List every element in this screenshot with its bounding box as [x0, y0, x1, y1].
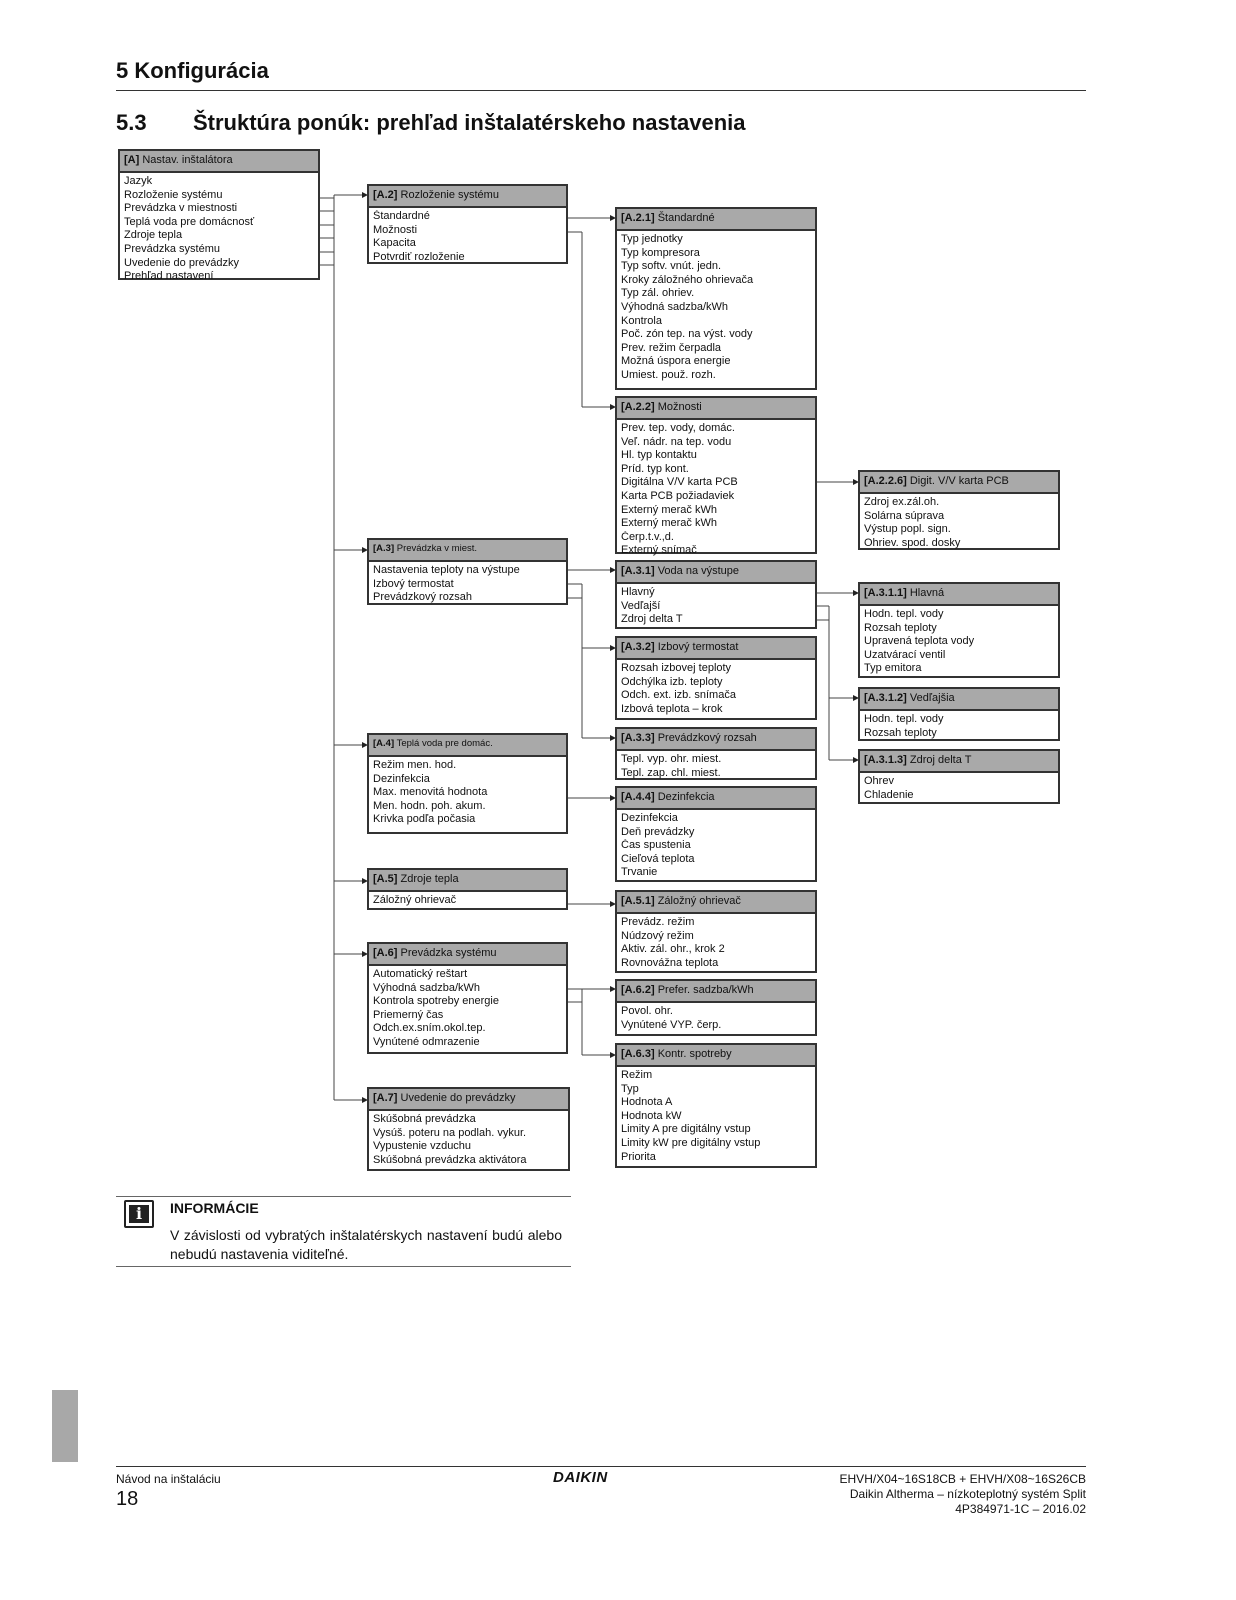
menu-header: [A.4] Teplá voda pre domác.	[369, 735, 566, 757]
menu-item: Povol. ohr.	[621, 1005, 673, 1017]
menu-box-a226	[858, 470, 1060, 550]
menu-item: Vedľajší	[621, 599, 661, 612]
menu-item: Solárna súprava	[864, 509, 945, 522]
menu-box-a44	[615, 786, 817, 882]
menu-header: [A.2.2] Možnosti	[617, 398, 815, 420]
menu-box-a21	[615, 207, 817, 390]
menu-box-a312	[858, 687, 1060, 741]
menu-item-list	[617, 1003, 815, 1034]
menu-item-list	[617, 1067, 815, 1166]
menu-item: Rozsah teploty	[864, 621, 937, 634]
menu-item: Limity A pre digitálny vstup	[621, 1123, 751, 1136]
menu-box-a7	[367, 1087, 570, 1171]
menu-item: Prevádzka systému	[124, 242, 220, 255]
menu-item: Prevádzka v miestnosti	[124, 202, 238, 215]
menu-item: Hlavný	[621, 586, 655, 598]
page-number: 18	[116, 1488, 139, 1510]
menu-item: Hodnota A	[621, 1096, 673, 1109]
info-title: INFORMÁCIE	[170, 1200, 259, 1216]
menu-item: Skúšobná prevádzka	[373, 1113, 476, 1125]
menu-item-list	[617, 810, 815, 882]
menu-item: Typ zál. ohriev.	[621, 287, 695, 300]
info-icon: i	[124, 1200, 154, 1228]
menu-item: Uzatvárací ventil	[864, 648, 946, 661]
footer-model-line: EHVH/X04~16S18CB + EHVH/X08~16S26CB	[839, 1472, 1086, 1486]
menu-header: [A.2.1] Štandardné	[617, 209, 815, 231]
menu-item-list	[369, 208, 566, 266]
menu-box-a31	[615, 560, 817, 629]
info-rule-bottom	[116, 1266, 571, 1267]
menu-item: Automatický reštart	[373, 968, 468, 980]
menu-item-list	[860, 606, 1058, 678]
menu-item: Tepl. vyp. ohr. miest.	[621, 753, 722, 765]
menu-item: Ohriev. spod. dosky	[864, 536, 961, 549]
footer-product-line: Daikin Altherma – nízkoteplotný systém Split	[849, 1487, 1086, 1501]
menu-item: Ohrev	[864, 775, 894, 787]
menu-box-a51	[615, 890, 817, 973]
menu-item: Rozsah izbovej teploty	[621, 662, 732, 674]
menu-item: Výstup popl. sign.	[864, 523, 951, 536]
menu-item: Režim	[621, 1069, 653, 1081]
menu-header: [A.5] Zdroje tepla	[369, 870, 566, 892]
menu-item: Prehľad nastavení	[124, 270, 214, 283]
menu-item: Kontrola spotreby energie	[373, 995, 499, 1008]
menu-item: Záložný ohrievač	[373, 894, 457, 906]
menu-item: Hodnota kW	[621, 1109, 682, 1122]
menu-item-list	[120, 173, 318, 286]
menu-item: Čas spustenia	[621, 839, 691, 852]
menu-item-list	[369, 1111, 568, 1169]
menu-item-list	[617, 231, 815, 385]
menu-item: Priorita	[621, 1150, 656, 1163]
menu-item: Vysúš. poteru na podlah. vykur.	[373, 1126, 527, 1139]
menu-item: Izbová teplota – krok	[621, 702, 723, 715]
footer-doc-type: Návod na inštaláciu	[116, 1472, 221, 1486]
menu-item: Externý merač kWh	[621, 517, 717, 530]
menu-item: Cieľová teplota	[621, 852, 695, 865]
menu-header: [A.3.1.1] Hlavná	[860, 584, 1058, 606]
menu-item: Štandardné	[373, 210, 430, 222]
menu-item: Zdroj delta T	[621, 613, 683, 626]
menu-header: [A.6.2] Prefer. sadzba/kWh	[617, 981, 815, 1003]
menu-item-list	[617, 751, 815, 782]
menu-item: Prev. režim čerpadla	[621, 341, 722, 354]
menu-item: Výhodná sadzba/kWh	[621, 300, 729, 313]
menu-item: Typ kompresora	[621, 246, 700, 259]
info-rule-top	[116, 1196, 571, 1197]
menu-item: Potvrdiť rozloženie	[373, 250, 465, 263]
menu-header: [A.4.4] Dezinfekcia	[617, 788, 815, 810]
menu-item: Príd. typ kont.	[621, 462, 689, 475]
menu-item-list	[369, 966, 566, 1052]
menu-item-list	[617, 420, 815, 560]
menu-box-a313	[858, 749, 1060, 804]
menu-item: Izbový termostat	[373, 577, 454, 590]
menu-item-list	[369, 892, 566, 910]
menu-item: Typ jednotky	[621, 233, 683, 245]
menu-item-list	[369, 562, 566, 607]
menu-item-list	[369, 757, 566, 829]
menu-item: Dezinfekcia	[621, 812, 678, 824]
menu-box-a4	[367, 733, 568, 834]
menu-item: Kroky záložného ohrievača	[621, 273, 754, 286]
menu-header: [A.3.1.3] Zdroj delta T	[860, 751, 1058, 773]
menu-item-list	[617, 914, 815, 972]
menu-item: Odch.ex.sním.okol.tep.	[373, 1022, 486, 1035]
menu-item: Nastavenia teploty na výstupe	[373, 564, 520, 576]
menu-item: Uvedenie do prevádzky	[124, 256, 239, 269]
menu-item: Odch. ext. izb. snímača	[621, 689, 736, 702]
menu-item: Núdzový režim	[621, 929, 694, 942]
menu-header: [A.3.2] Izbový termostat	[617, 638, 815, 660]
menu-item-list	[617, 584, 815, 629]
menu-item-list	[860, 773, 1058, 804]
menu-item: Limity kW pre digitálny vstup	[621, 1136, 761, 1149]
menu-item: Typ softv. vnút. jedn.	[621, 260, 722, 273]
menu-item: Dezinfekcia	[373, 772, 430, 785]
menu-item: Možná úspora energie	[621, 355, 731, 368]
menu-box-a63	[615, 1043, 817, 1168]
menu-header: [A.6.3] Kontr. spotreby	[617, 1045, 815, 1067]
menu-header: [A] Nastav. inštalátora	[120, 151, 318, 173]
menu-item: Vynútené VYP. čerp.	[621, 1018, 722, 1031]
menu-box-a2	[367, 184, 568, 264]
menu-box-a3	[367, 538, 568, 605]
menu-item: Veľ. nádr. na tep. vodu	[621, 435, 732, 448]
menu-header: [A.3.1.2] Vedľajšia	[860, 689, 1058, 711]
menu-item: Režim men. hod.	[373, 759, 457, 771]
menu-item-list	[860, 711, 1058, 742]
menu-item: Výhodná sadzba/kWh	[373, 981, 481, 994]
menu-item: Hodn. tepl. vody	[864, 608, 944, 620]
menu-item: Krivka podľa počasia	[373, 813, 476, 826]
menu-header: [A.2] Rozloženie systému	[369, 186, 566, 208]
menu-item: Digitálna V/V karta PCB	[621, 476, 738, 489]
menu-header: [A.5.1] Záložný ohrievač	[617, 892, 815, 914]
menu-item: Kontrola	[621, 314, 662, 327]
menu-item: Kapacita	[373, 237, 416, 250]
menu-item-list	[860, 494, 1058, 552]
menu-box-a	[118, 149, 320, 283]
menu-item: Karta PCB požiadaviek	[621, 489, 735, 502]
menu-item: Možnosti	[373, 223, 418, 236]
menu-item: Men. hodn. poh. akum.	[373, 799, 486, 812]
menu-item: Zdroj ex.zál.oh.	[864, 496, 940, 508]
menu-item-list	[617, 660, 815, 718]
menu-item: Typ	[621, 1082, 639, 1095]
info-text: V závislosti od vybratých inštalatérskych nastavení budú alebo nebudú nastavenia viditeľné.	[170, 1227, 562, 1262]
menu-box-a22	[615, 396, 817, 557]
menu-item: Trvanie	[621, 866, 658, 879]
menu-header: [A.3.3] Prevádzkový rozsah	[617, 729, 815, 751]
menu-item: Upravená teplota vody	[864, 635, 975, 648]
menu-item: Externý merač kWh	[621, 503, 717, 516]
menu-item: Prevádzkový rozsah	[373, 591, 473, 604]
menu-item: Rovnovážna teplota	[621, 956, 719, 969]
footer-doc-code: 4P384971-1C – 2016.02	[955, 1502, 1086, 1516]
menu-header: [A.6] Prevádzka systému	[369, 944, 566, 966]
menu-item: Deň prevádzky	[621, 825, 695, 838]
menu-item: Aktiv. zál. ohr., krok 2	[621, 943, 725, 956]
menu-item: Odchýlka izb. teploty	[621, 675, 723, 688]
brand-logo: DAIKIN	[553, 1469, 608, 1486]
menu-item: Rozsah teploty	[864, 726, 937, 739]
menu-item: Priemerný čas	[373, 1008, 444, 1021]
menu-item: Vypustenie vzduchu	[373, 1140, 472, 1153]
menu-item: Skúšobná prevádzka aktivátora	[373, 1153, 527, 1166]
menu-item: Chladenie	[864, 788, 914, 801]
menu-box-a62	[615, 979, 817, 1036]
menu-item: Prev. tep. vody, domác.	[621, 422, 735, 434]
menu-header: [A.3.1] Voda na výstupe	[617, 562, 815, 584]
menu-item: Umiest. použ. rozh.	[621, 368, 716, 381]
menu-item: Prevádz. režim	[621, 916, 695, 928]
menu-item: Zdroje tepla	[124, 229, 183, 242]
menu-header: [A.7] Uvedenie do prevádzky	[369, 1089, 568, 1111]
menu-box-a311	[858, 582, 1060, 678]
menu-item: Externý snímač	[621, 544, 697, 557]
menu-item: Typ emitora	[864, 662, 922, 675]
menu-item: Max. menovitá hodnota	[373, 786, 488, 799]
menu-box-a32	[615, 636, 817, 720]
menu-header: [A.2.2.6] Digit. V/V karta PCB	[860, 472, 1058, 494]
menu-box-a5	[367, 868, 568, 910]
menu-box-a33	[615, 727, 817, 780]
menu-item: Vynútené odmrazenie	[373, 1035, 480, 1048]
menu-item: Jazyk	[124, 175, 153, 187]
menu-header: [A.3] Prevádzka v miest.	[369, 540, 566, 562]
menu-item: Hl. typ kontaktu	[621, 449, 697, 462]
menu-item: Rozloženie systému	[124, 188, 223, 201]
footer-product-info	[840, 1472, 1086, 1517]
section-number: 5.3	[116, 110, 147, 135]
menu-item: Teplá voda pre domácnosť	[124, 215, 255, 228]
menu-box-a6	[367, 942, 568, 1054]
menu-item: Čerp.t.v.,d.	[621, 530, 674, 543]
chapter-heading: 5 Konfigurácia	[116, 58, 269, 83]
side-tab-marker	[52, 1390, 78, 1462]
section-title: Štruktúra ponúk: prehľad inštalatérskeho nastavenia	[193, 110, 746, 135]
menu-item: Poč. zón tep. na výst. vody	[621, 328, 753, 341]
menu-item: Hodn. tepl. vody	[864, 713, 944, 725]
menu-item: Tepl. zap. chl. miest.	[621, 766, 721, 779]
footer-rule	[116, 1466, 1086, 1467]
